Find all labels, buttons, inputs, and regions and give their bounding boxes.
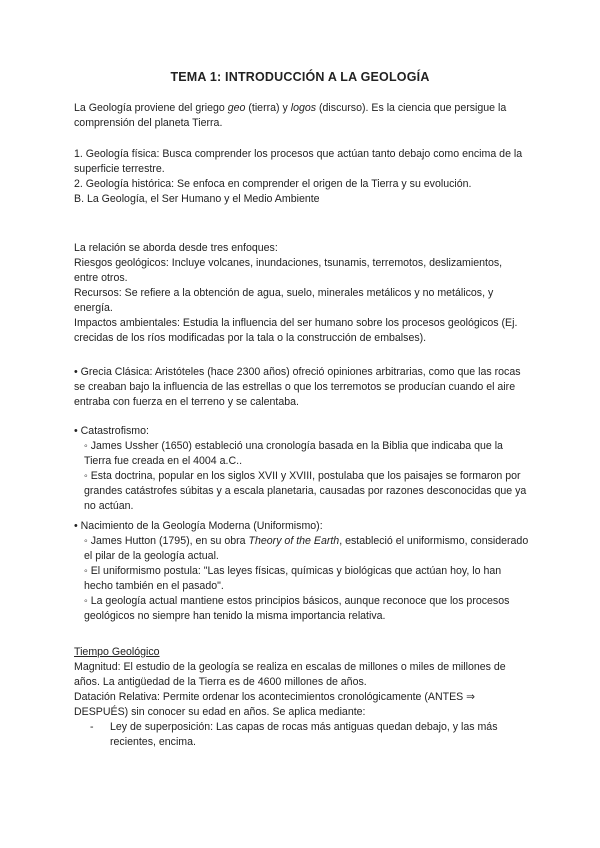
intro-term-logos: logos [290,102,317,114]
intro-text-post: (discurso). Es la ciencia que persigue la comprensión del planeta Tierra. [74,102,507,129]
moderna-item-uniformismo: ◦ El uniformismo postula: "Las leyes físicas, químicas y biológicas que actúan hoy, lo han hecho también en el pasado". [84,565,502,592]
section-b-heading: B. La Geología, el Ser Humano y el Medio Ambiente [74,193,320,205]
catastrofismo-item-doctrina: ◦ Esta doctrina, popular en los siglos XVII y XVIII, postulaba que los paisajes se formaron por grandes catástrofes súbitas y a escala planetaria, causadas por razones desconocidas que ya no actúan. [84,470,527,512]
hutton-work-title: Theory of the Earth [248,535,340,547]
document-title: TEMA 1: INTRODUCCIÓN A LA GEOLOGÍA [170,70,430,84]
hutton-text-post: , estableció el uniformismo, considerado el pilar de la geología actual. [84,535,529,562]
tiempo-heading: Tiempo Geológico [74,646,160,658]
relation-impactos: Impactos ambientales: Estudia la influencia del ser humano sobre los procesos geológicos (Ej. crecidas de los ríos modificadas por la tala o la construcción de embalses). [74,317,518,344]
tiempo-section [74,645,529,750]
branch-fisica: 1. Geología física: Busca comprender los procesos que actúan tanto debajo como encima de la superficie terrestre. [74,148,523,175]
catastrofismo-heading: • Catastrofismo: [74,425,149,437]
grecia-text: • Grecia Clásica: Aristóteles (hace 2300 años) ofreció opiniones arbitrarias, como que las rocas se creaban bajo la influencia de las estrellas o que los terremotos se producían cuando el aire entraba con fuerza en el terreno y se calentaba. [74,366,521,408]
catastrofismo-section [74,424,529,514]
list-item-superposicion [74,720,529,750]
list-dash: - [90,721,94,733]
moderna-section [74,519,529,624]
tiempo-magnitud: Magnitud: El estudio de la geología se realiza en escalas de millones o miles de millones de años. La antigüedad de la Tierra es de 4600 millones de años. [74,661,506,688]
relation-section [74,241,529,346]
intro-text-mid: (tierra) y [245,102,291,114]
ley-superposicion: Ley de superposición: Las capas de rocas más antiguas quedan debajo, y las más recientes, encima. [110,721,498,748]
moderna-item-actual: ◦ La geología actual mantiene estos principios básicos, aunque reconoce que los procesos geológicos no siempre han tenido la misma importancia relativa. [84,595,510,622]
moderna-item-hutton [74,534,529,564]
grecia-paragraph [74,365,529,410]
relation-intro: La relación se aborda desde tres enfoques: [74,242,278,254]
relation-recursos: Recursos: Se refiere a la obtención de agua, suelo, minerales metálicos y no metálicos, y energía. [74,287,494,314]
branch-historica: 2. Geología histórica: Se enfoca en comprender el origen de la Tierra y su evolución. [74,178,472,190]
intro-text [74,101,529,131]
catastrofismo-item-ussher: ◦ James Ussher (1650) estableció una cronología basada en la Biblia que indicaba que la Tierra fue creada en el 4004 a.C.. [84,440,503,467]
intro-text-pre: La Geología proviene del griego [74,102,228,114]
hutton-text-pre: ◦ James Hutton (1795), en su obra [84,535,249,547]
moderna-heading: • Nacimiento de la Geología Moderna (Uniformismo): [74,520,323,532]
branches-list [74,147,529,207]
intro-term-geo: geo [227,102,246,114]
intro-paragraph [74,101,529,131]
relation-riesgos: Riesgos geológicos: Incluye volcanes, inundaciones, tsunamis, terremotos, deslizamientos, entre otros. [74,257,503,284]
tiempo-datacion: Datación Relativa: Permite ordenar los acontecimientos cronológicamente (ANTES ⇒ DESPUÉS) sin conocer su edad en años. Se aplica mediante: [74,691,476,718]
